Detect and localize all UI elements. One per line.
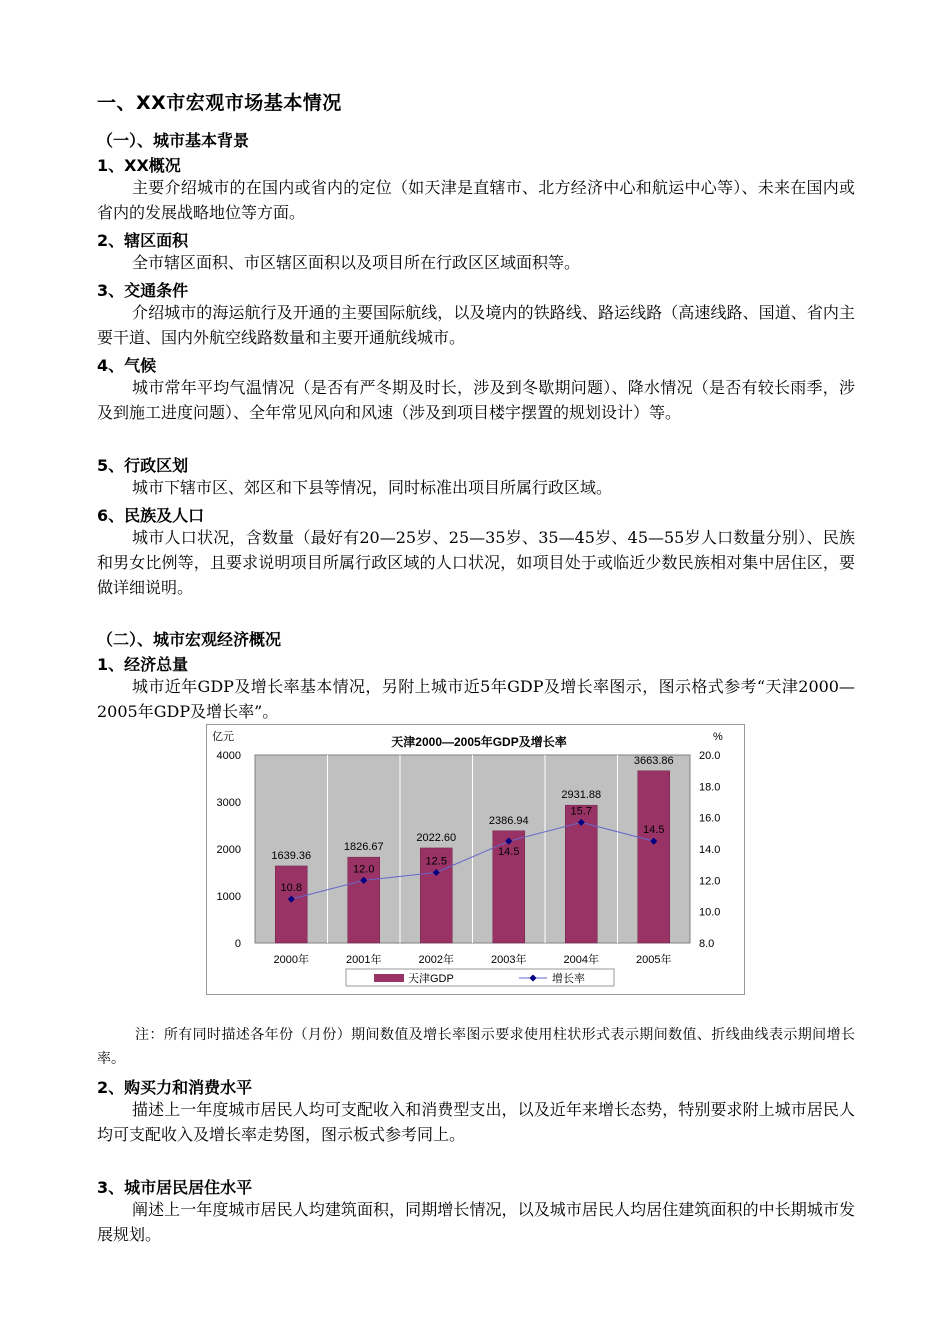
heading-area: 2、辖区面积 — [97, 231, 189, 250]
y-right-tick-label: 14.0 — [699, 844, 721, 856]
paragraph-housing: 阐述上一年度城市居民人均建筑面积，同期增长情况，以及城市居民人均居住建筑面积的中长期城市发展规划。 — [97, 1200, 855, 1244]
gdp-chart — [206, 724, 745, 995]
legend-rate-label: 增长率 — [552, 973, 585, 985]
chart-note: 注：所有同时描述各年份（月份）期间数值及增长率图示要求使用柱状形式表示期间数值、折线曲线表示期间增长率。 — [97, 1027, 855, 1067]
gdp-value-label: 3663.86 — [633, 754, 674, 767]
section-title: 一、XX市宏观市场基本情况 — [97, 92, 342, 114]
gdp-bar — [638, 771, 670, 943]
y-left-tick-label: 3000 — [216, 797, 241, 809]
heading-economy: 1、经济总量 — [97, 655, 189, 674]
y-right-tick-label: 10.0 — [699, 906, 721, 919]
paragraph-traffic: 介绍城市的海运航行及开通的主要国际航线，以及境内的铁路线、路运线路（高速线路、国道、省内主要干道、国内外航空线路数量和主要开通航线城市。 — [97, 303, 855, 347]
x-tick-label: 2004年 — [563, 954, 599, 966]
paragraph-climate: 城市常年平均气温情况（是否有严冬期及时长，涉及到冬歇期问题）、降水情况（是否有较长雨季，涉及到施工进度问题）、全年常见风向和风速（涉及到项目楼宇摆置的规划设计）等。 — [97, 378, 855, 422]
heading-housing: 3、城市居民居住水平 — [97, 1178, 253, 1197]
heading-district: 5、行政区划 — [97, 456, 189, 475]
y-right-tick-label: 16.0 — [699, 812, 721, 825]
y-right-tick-label: 20.0 — [699, 750, 721, 762]
heading-purchasing: 2、购买力和消费水平 — [97, 1078, 253, 1097]
heading-overview: 1、XX概况 — [97, 156, 181, 175]
y-left-tick-label: 2000 — [216, 844, 241, 856]
x-tick-label: 2002年 — [418, 954, 454, 966]
growth-rate-label: 14.5 — [643, 824, 665, 837]
y-left-tick-label: 1000 — [216, 891, 241, 903]
legend-gdp-label: 天津GDP — [408, 973, 454, 985]
heading-traffic: 3、交通条件 — [97, 281, 189, 300]
growth-rate-label: 10.8 — [280, 882, 302, 895]
y-right-tick-label: 8.0 — [699, 938, 715, 950]
paragraph-overview: 主要介绍城市的在国内或省内的定位（如天津是直辖市、北方经济中心和航运中心等）、未来在国内或省内的发展战略地位等方面。 — [97, 178, 855, 222]
legend-gdp-swatch — [374, 974, 404, 982]
x-tick-label: 2001年 — [346, 954, 382, 966]
gdp-value-label: 1826.67 — [343, 841, 384, 854]
paragraph-population: 城市人口状况，含数量（最好有20—25岁、25—35岁、35—45岁、45—55岁人口数量分别）、民族和男女比例等，且要求说明项目所属行政区域的人口状况，如项目处于或临近少数民族相对集中居住区，要做详细说明。 — [97, 528, 855, 597]
paragraph-economy: 城市近年GDP及增长率基本情况，另附上城市近5年GDP及增长率图示，图示格式参考“天津2000—2005年GDP及增长率”。 — [97, 677, 855, 721]
gdp-value-label: 2022.60 — [416, 831, 457, 844]
paragraph-purchasing: 描述上一年度城市居民人均可支配收入和消费型支出，以及近年来增长态势，特别要求附上城市居民人均可支配收入及增长率走势图，图示板式参考同上。 — [97, 1100, 855, 1144]
paragraph-district: 城市下辖市区、郊区和下县等情况，同时标准出项目所属行政区域。 — [132, 478, 613, 497]
y-right-tick-label: 12.0 — [699, 875, 721, 888]
y-left-unit: 亿元 — [212, 731, 234, 743]
y-right-unit: % — [713, 731, 723, 743]
gdp-bar — [275, 866, 307, 943]
heading-climate: 4、气候 — [97, 356, 157, 375]
gdp-chart-svg — [207, 725, 744, 994]
growth-rate-label: 15.7 — [570, 805, 592, 818]
growth-rate-label: 12.5 — [425, 855, 447, 868]
y-right-tick-label: 18.0 — [699, 781, 721, 794]
x-tick-label: 2000年 — [273, 954, 309, 966]
x-tick-label: 2005年 — [636, 954, 672, 966]
chart-title: 天津2000—2005年GDP及增长率 — [391, 735, 567, 749]
gdp-value-label: 2931.88 — [561, 789, 602, 802]
paragraph-area: 全市辖区面积、市区辖区面积以及项目所在行政区区域面积等。 — [132, 253, 581, 272]
gdp-value-label: 1639.36 — [271, 849, 312, 862]
part2-title: （二）、城市宏观经济概况 — [97, 630, 282, 649]
part1-title: （一）、城市基本背景 — [97, 131, 250, 150]
gdp-value-label: 2386.94 — [488, 814, 529, 827]
growth-rate-label: 12.0 — [353, 863, 375, 876]
growth-rate-label: 14.5 — [498, 846, 520, 859]
heading-population: 6、民族及人口 — [97, 506, 205, 525]
y-left-tick-label: 4000 — [216, 750, 241, 762]
x-tick-label: 2003年 — [491, 954, 527, 966]
y-left-tick-label: 0 — [234, 938, 241, 950]
